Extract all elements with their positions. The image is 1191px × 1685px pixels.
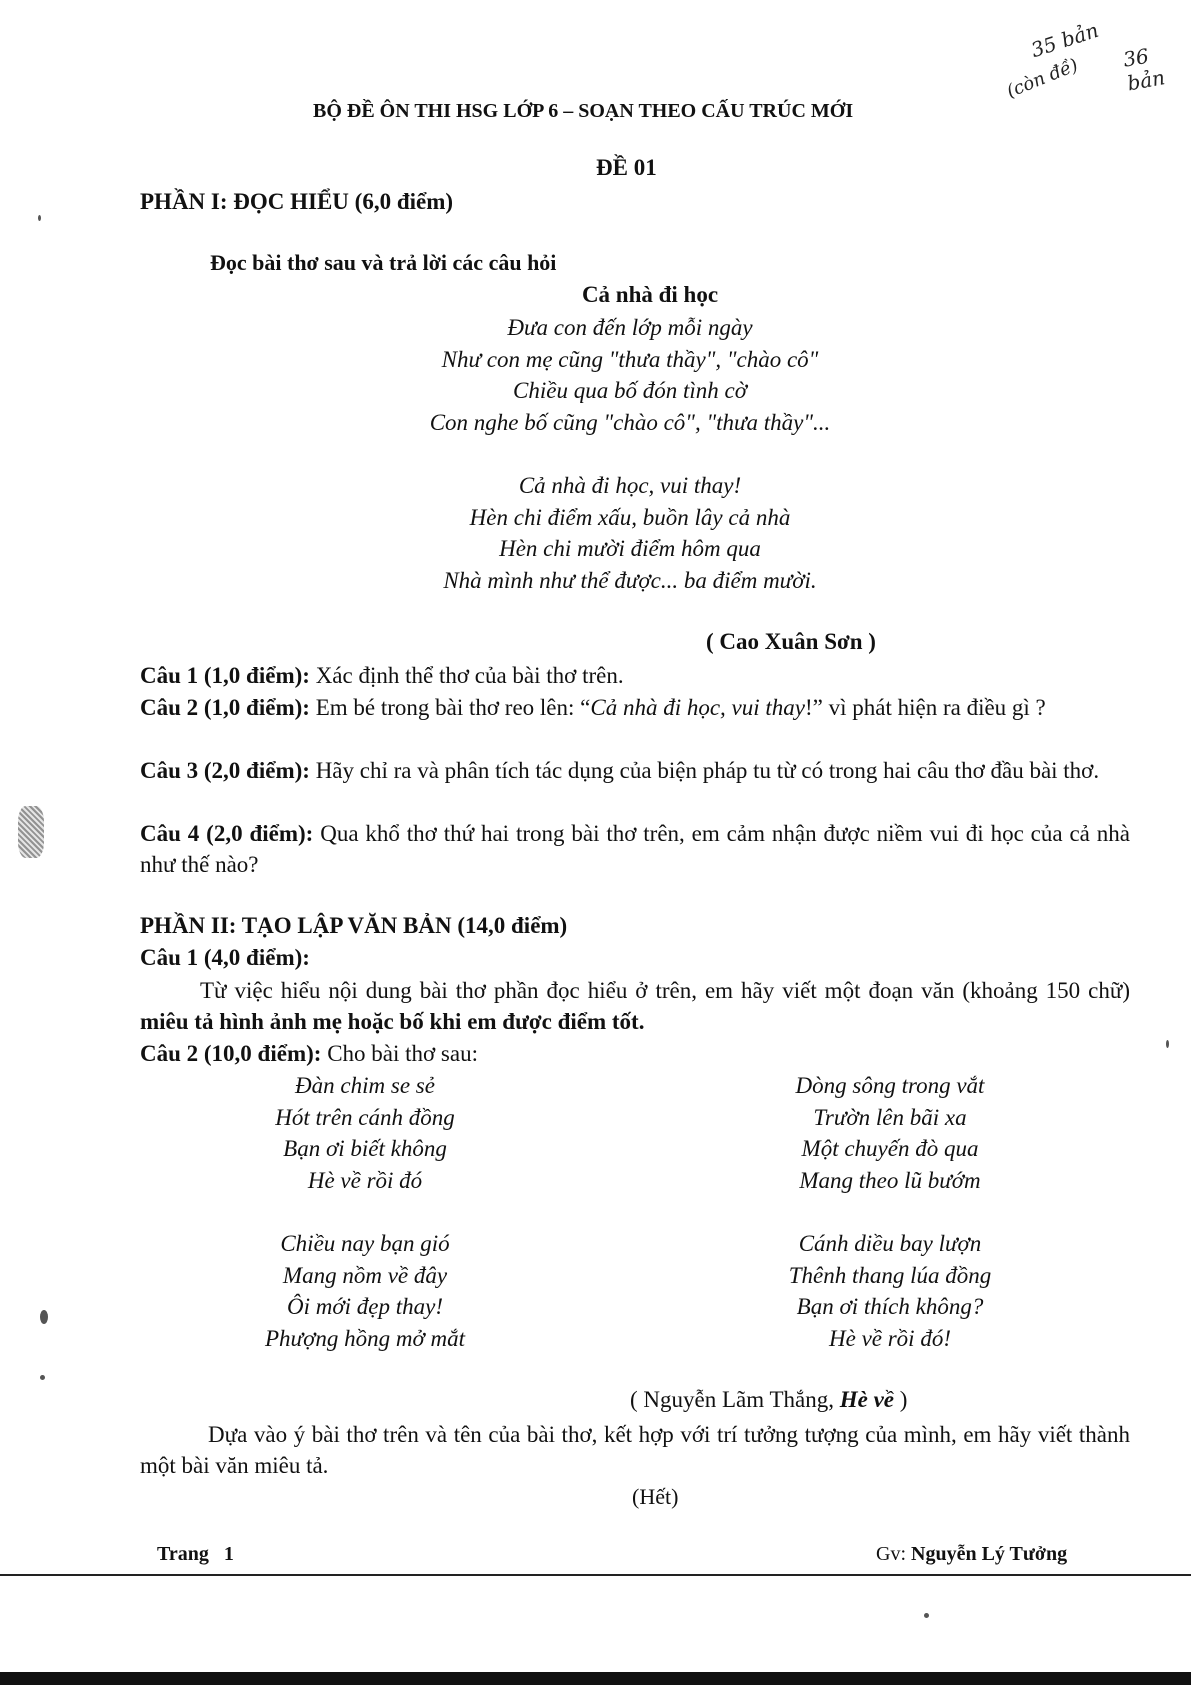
question-2-quote: Cả nhà đi học, vui thay xyxy=(590,695,805,720)
footer-teacher-name: Nguyễn Lý Tưởng xyxy=(911,1543,1068,1565)
footer-rule xyxy=(0,1574,1191,1576)
poem-source-close: ) xyxy=(893,1387,908,1412)
question-1-text: Xác định thể thơ của bài thơ trên. xyxy=(309,663,624,688)
handwritten-note-35: 35 bản xyxy=(1027,17,1102,63)
poem-line: Một chuyến đò qua xyxy=(801,1136,979,1161)
poem-line: Nhà mình như thể được... ba điểm mười. xyxy=(443,567,817,593)
scan-speck xyxy=(1166,1040,1169,1048)
poem-line: Hèn chi mười điểm hôm qua xyxy=(499,536,761,561)
question-2-text: Em bé trong bài thơ reo lên: “ xyxy=(309,695,591,720)
poem-line: Chiều qua bố đón tình cờ xyxy=(513,378,747,403)
footer-page-label: Trang xyxy=(157,1543,209,1565)
poem-line: Con nghe bố cũng "chào cô", "thưa thầy"... xyxy=(429,409,831,435)
poem-line: Hè về rồi đó! xyxy=(829,1325,951,1351)
question-3-label: Câu 3 (2,0 điểm): xyxy=(140,758,310,783)
part2-question-1-body: Từ việc hiểu nội dung bài thơ phần đọc hiểu ở trên, em hãy viết một đoạn văn (khoảng 150 chữ) xyxy=(200,978,1130,1003)
part2-task xyxy=(140,1419,1130,1481)
poem-source xyxy=(630,1387,907,1413)
part2-heading: PHẦN II: TẠO LẬP VĂN BẢN (14,0 điểm) xyxy=(140,913,568,938)
question-4 xyxy=(140,818,1130,880)
poem-line: Hèn chi điểm xấu, buồn lây cả nhà xyxy=(469,504,791,530)
poem-line: Bạn ơi biết không xyxy=(283,1136,447,1161)
question-2-label: Câu 2 (1,0 điểm): xyxy=(140,695,310,720)
part2-question-1-emphasis: miêu tả hình ảnh mẹ hoặc bố khi em được điểm tốt. xyxy=(140,1009,645,1034)
poem-line: Thênh thang lúa đồng xyxy=(788,1262,992,1288)
footer-teacher xyxy=(876,1543,1067,1566)
part2-question-2 xyxy=(140,1038,1130,1069)
exam-title: ĐỀ 01 xyxy=(596,155,657,180)
poem-right-stanza-1 xyxy=(740,1070,1040,1196)
poem-source-author: ( Nguyễn Lãm Thắng, xyxy=(630,1387,840,1412)
question-3-text: Hãy chỉ ra và phân tích tác dụng của biện pháp tu từ có trong hai câu thơ đầu bài thơ. xyxy=(309,758,1100,783)
scan-speck xyxy=(40,1375,45,1380)
scan-speck xyxy=(38,215,41,221)
poem-left-stanza-2 xyxy=(215,1228,515,1354)
poem-line: Trườn lên bãi xa xyxy=(813,1104,967,1130)
footer-page-number: 1 xyxy=(223,1543,234,1565)
question-2-text-end: !” vì phát hiện ra điều gì ? xyxy=(805,695,1046,720)
poem-line: Ôi mới đẹp thay! xyxy=(287,1294,443,1319)
handwritten-note-con-de: (còn đề) xyxy=(1003,54,1082,103)
question-3 xyxy=(140,755,1130,786)
poem-line: Mang nồm về đây xyxy=(282,1262,448,1288)
poem-left-stanza-1 xyxy=(215,1070,515,1196)
scan-bottom-edge xyxy=(0,1672,1191,1685)
poem-line: Mang theo lũ bướm xyxy=(799,1167,981,1193)
poem-line: Hót trên cánh đồng xyxy=(275,1104,455,1130)
part2-task-text: Dựa vào ý bài thơ trên và tên của bài thơ, kết hợp với trí tưởng tượng của mình, em hãy viết thành một bài văn miêu tả. xyxy=(140,1422,1130,1478)
poem-right-stanza-2 xyxy=(740,1228,1040,1354)
footer-page xyxy=(157,1543,234,1566)
poem-line: Phượng hồng mở mắt xyxy=(264,1325,465,1351)
question-4-text: Qua khổ thơ thứ hai trong bài thơ trên, em cảm nhận được niềm vui đi học của cả nhà như thế nào? xyxy=(140,821,1130,877)
poem-line: Cánh diều bay lượn xyxy=(798,1231,982,1256)
poem-line: Dòng sông trong vắt xyxy=(795,1073,985,1098)
scan-speck xyxy=(40,1310,48,1324)
part2-question-1-text xyxy=(140,975,1130,1037)
part2-question-2-text: Cho bài thơ sau: xyxy=(321,1041,478,1066)
question-1 xyxy=(140,660,1130,691)
part2-question-1-label: Câu 1 (4,0 điểm): xyxy=(140,945,310,970)
poem-stanza-2 xyxy=(330,470,930,596)
poem-author: ( Cao Xuân Sơn ) xyxy=(706,629,876,654)
document-header-title: BỘ ĐỀ ÔN THI HSG LỚP 6 – SOẠN THEO CẤU TRÚC MỚI xyxy=(313,100,854,122)
poem-line: Hè về rồi đó xyxy=(307,1167,423,1193)
poem-line: Như con mẹ cũng "thưa thầy", "chào cô" xyxy=(441,346,819,372)
poem-stanza-1 xyxy=(330,312,930,438)
part1-heading: PHẦN I: ĐỌC HIỂU (6,0 điểm) xyxy=(140,189,454,214)
reading-instruction: Đọc bài thơ sau và trả lời các câu hỏi xyxy=(210,250,557,275)
poem-line: Đưa con đến lớp mỗi ngày xyxy=(507,315,753,340)
part2-question-2-label: Câu 2 (10,0 điểm): xyxy=(140,1041,322,1066)
question-4-label: Câu 4 (2,0 điểm): xyxy=(140,821,314,846)
poem-line: Bạn ơi thích không? xyxy=(796,1294,984,1319)
scan-speck xyxy=(924,1613,929,1618)
poem-line: Đàn chim se sẻ xyxy=(295,1073,435,1098)
poem-line: Cả nhà đi học, vui thay! xyxy=(518,473,742,498)
poem-title: Cả nhà đi học xyxy=(581,282,719,307)
question-2 xyxy=(140,692,1130,723)
poem-line: Chiều nay bạn gió xyxy=(280,1231,450,1256)
handwritten-note-36: 36 bản xyxy=(1121,43,1167,96)
question-1-label: Câu 1 (1,0 điểm): xyxy=(140,663,310,688)
end-marker: (Hết) xyxy=(632,1484,679,1509)
footer-teacher-label: Gv: xyxy=(876,1543,906,1565)
scan-smudge xyxy=(18,806,44,858)
poem-source-title: Hè về xyxy=(839,1387,894,1412)
